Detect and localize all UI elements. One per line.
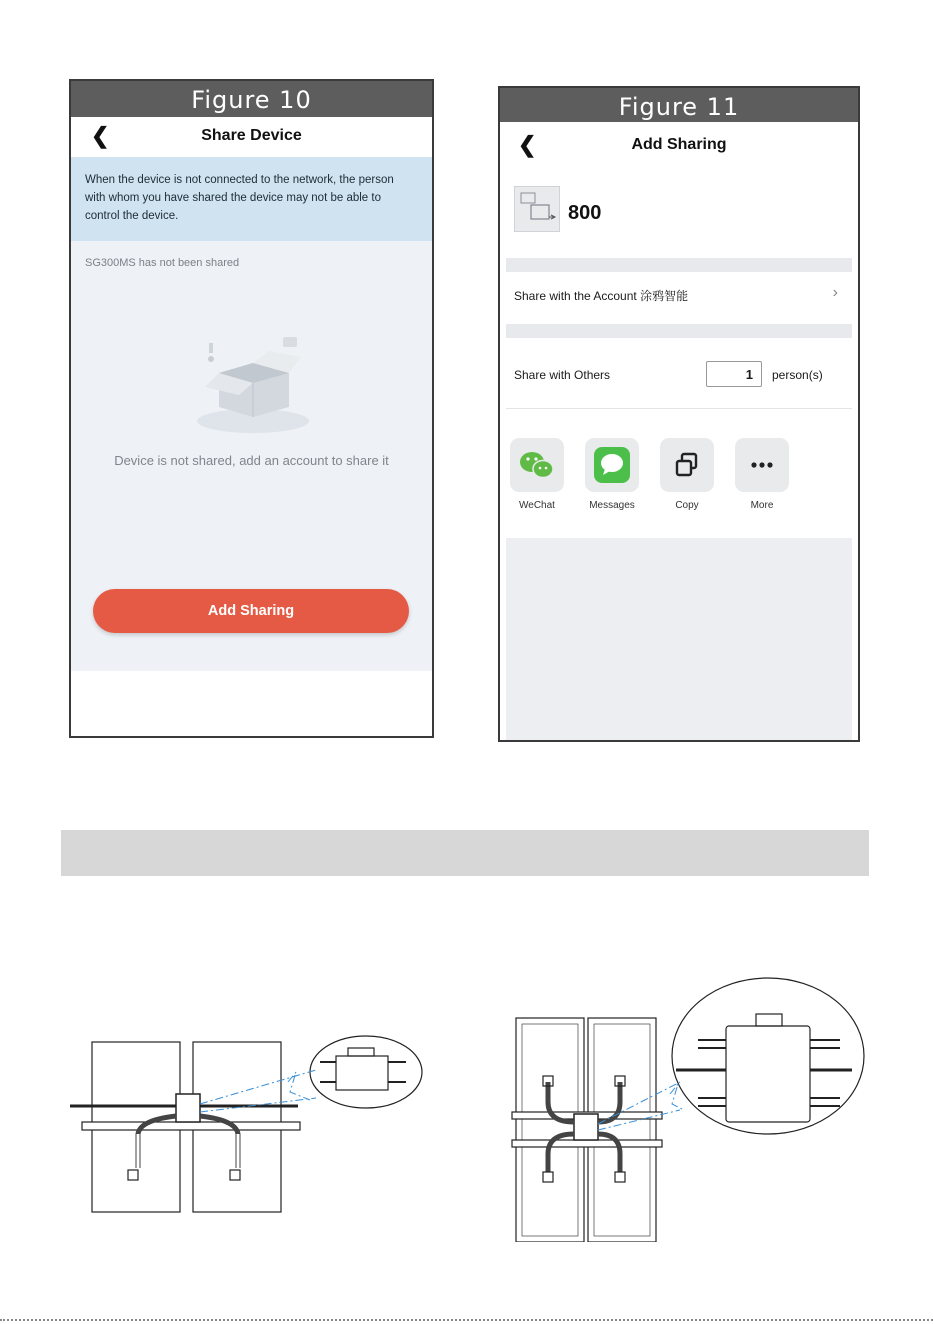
- divider: [506, 408, 852, 409]
- share-device-header: [71, 117, 432, 157]
- person-unit-label: person(s): [772, 368, 823, 382]
- wechat-icon: [510, 438, 564, 492]
- not-shared-status: SG300MS has not been shared: [85, 257, 240, 269]
- device-name: 800: [568, 202, 602, 224]
- chevron-left-icon[interactable]: ❮: [91, 123, 110, 148]
- copy-icon: [660, 438, 714, 492]
- messages-icon: [585, 438, 639, 492]
- page-footer-rule: [0, 1319, 933, 1321]
- empty-box-illustration: [189, 333, 319, 437]
- more-icon: [735, 438, 789, 492]
- page-title: Add Sharing: [631, 136, 727, 153]
- share-messages-button[interactable]: [585, 438, 639, 511]
- share-with-account-row[interactable]: [500, 274, 858, 314]
- device-row: [500, 174, 858, 244]
- share-device-body: [71, 241, 432, 671]
- empty-state-message: Device is not shared, add an account to share it: [114, 453, 389, 468]
- chevron-right-icon: ›: [832, 284, 838, 301]
- copy-link-button[interactable]: [660, 438, 714, 511]
- figure-11-screenshot: [498, 86, 860, 742]
- vertical-mount-diagram: [500, 972, 875, 1242]
- share-wechat-button[interactable]: [510, 438, 564, 511]
- network-warning-banner: When the device is not connected to the network, the person with whom you have shared the device may not be able to control the device.: [71, 157, 432, 241]
- add-sharing-header: [500, 122, 858, 166]
- app-label: Messages: [589, 500, 635, 511]
- add-sharing-button[interactable]: Add Sharing: [93, 589, 409, 633]
- app-label: WeChat: [519, 500, 555, 511]
- device-thumbnail-icon: [514, 186, 560, 232]
- figure-11-caption: Figure 11: [500, 88, 858, 122]
- section-divider: [506, 324, 852, 338]
- empty-sheet-area: [506, 538, 852, 740]
- horizontal-mount-diagram: [60, 1020, 440, 1220]
- share-with-others-row: [500, 352, 858, 398]
- share-account-label: Share with the Account 涂鸦智能: [514, 289, 689, 303]
- person-count-input[interactable]: 1: [706, 361, 762, 387]
- section-header-band: [61, 830, 869, 876]
- more-share-options-button[interactable]: [735, 438, 789, 511]
- figure-10-caption: Figure 10: [71, 81, 432, 117]
- app-label: Copy: [675, 500, 699, 511]
- figure-10-screenshot: [69, 79, 434, 738]
- app-label: More: [750, 500, 774, 511]
- share-others-label: Share with Others: [514, 368, 611, 382]
- page-title: Share Device: [201, 127, 302, 144]
- chevron-left-icon[interactable]: ❮: [518, 132, 537, 157]
- section-divider: [506, 258, 852, 272]
